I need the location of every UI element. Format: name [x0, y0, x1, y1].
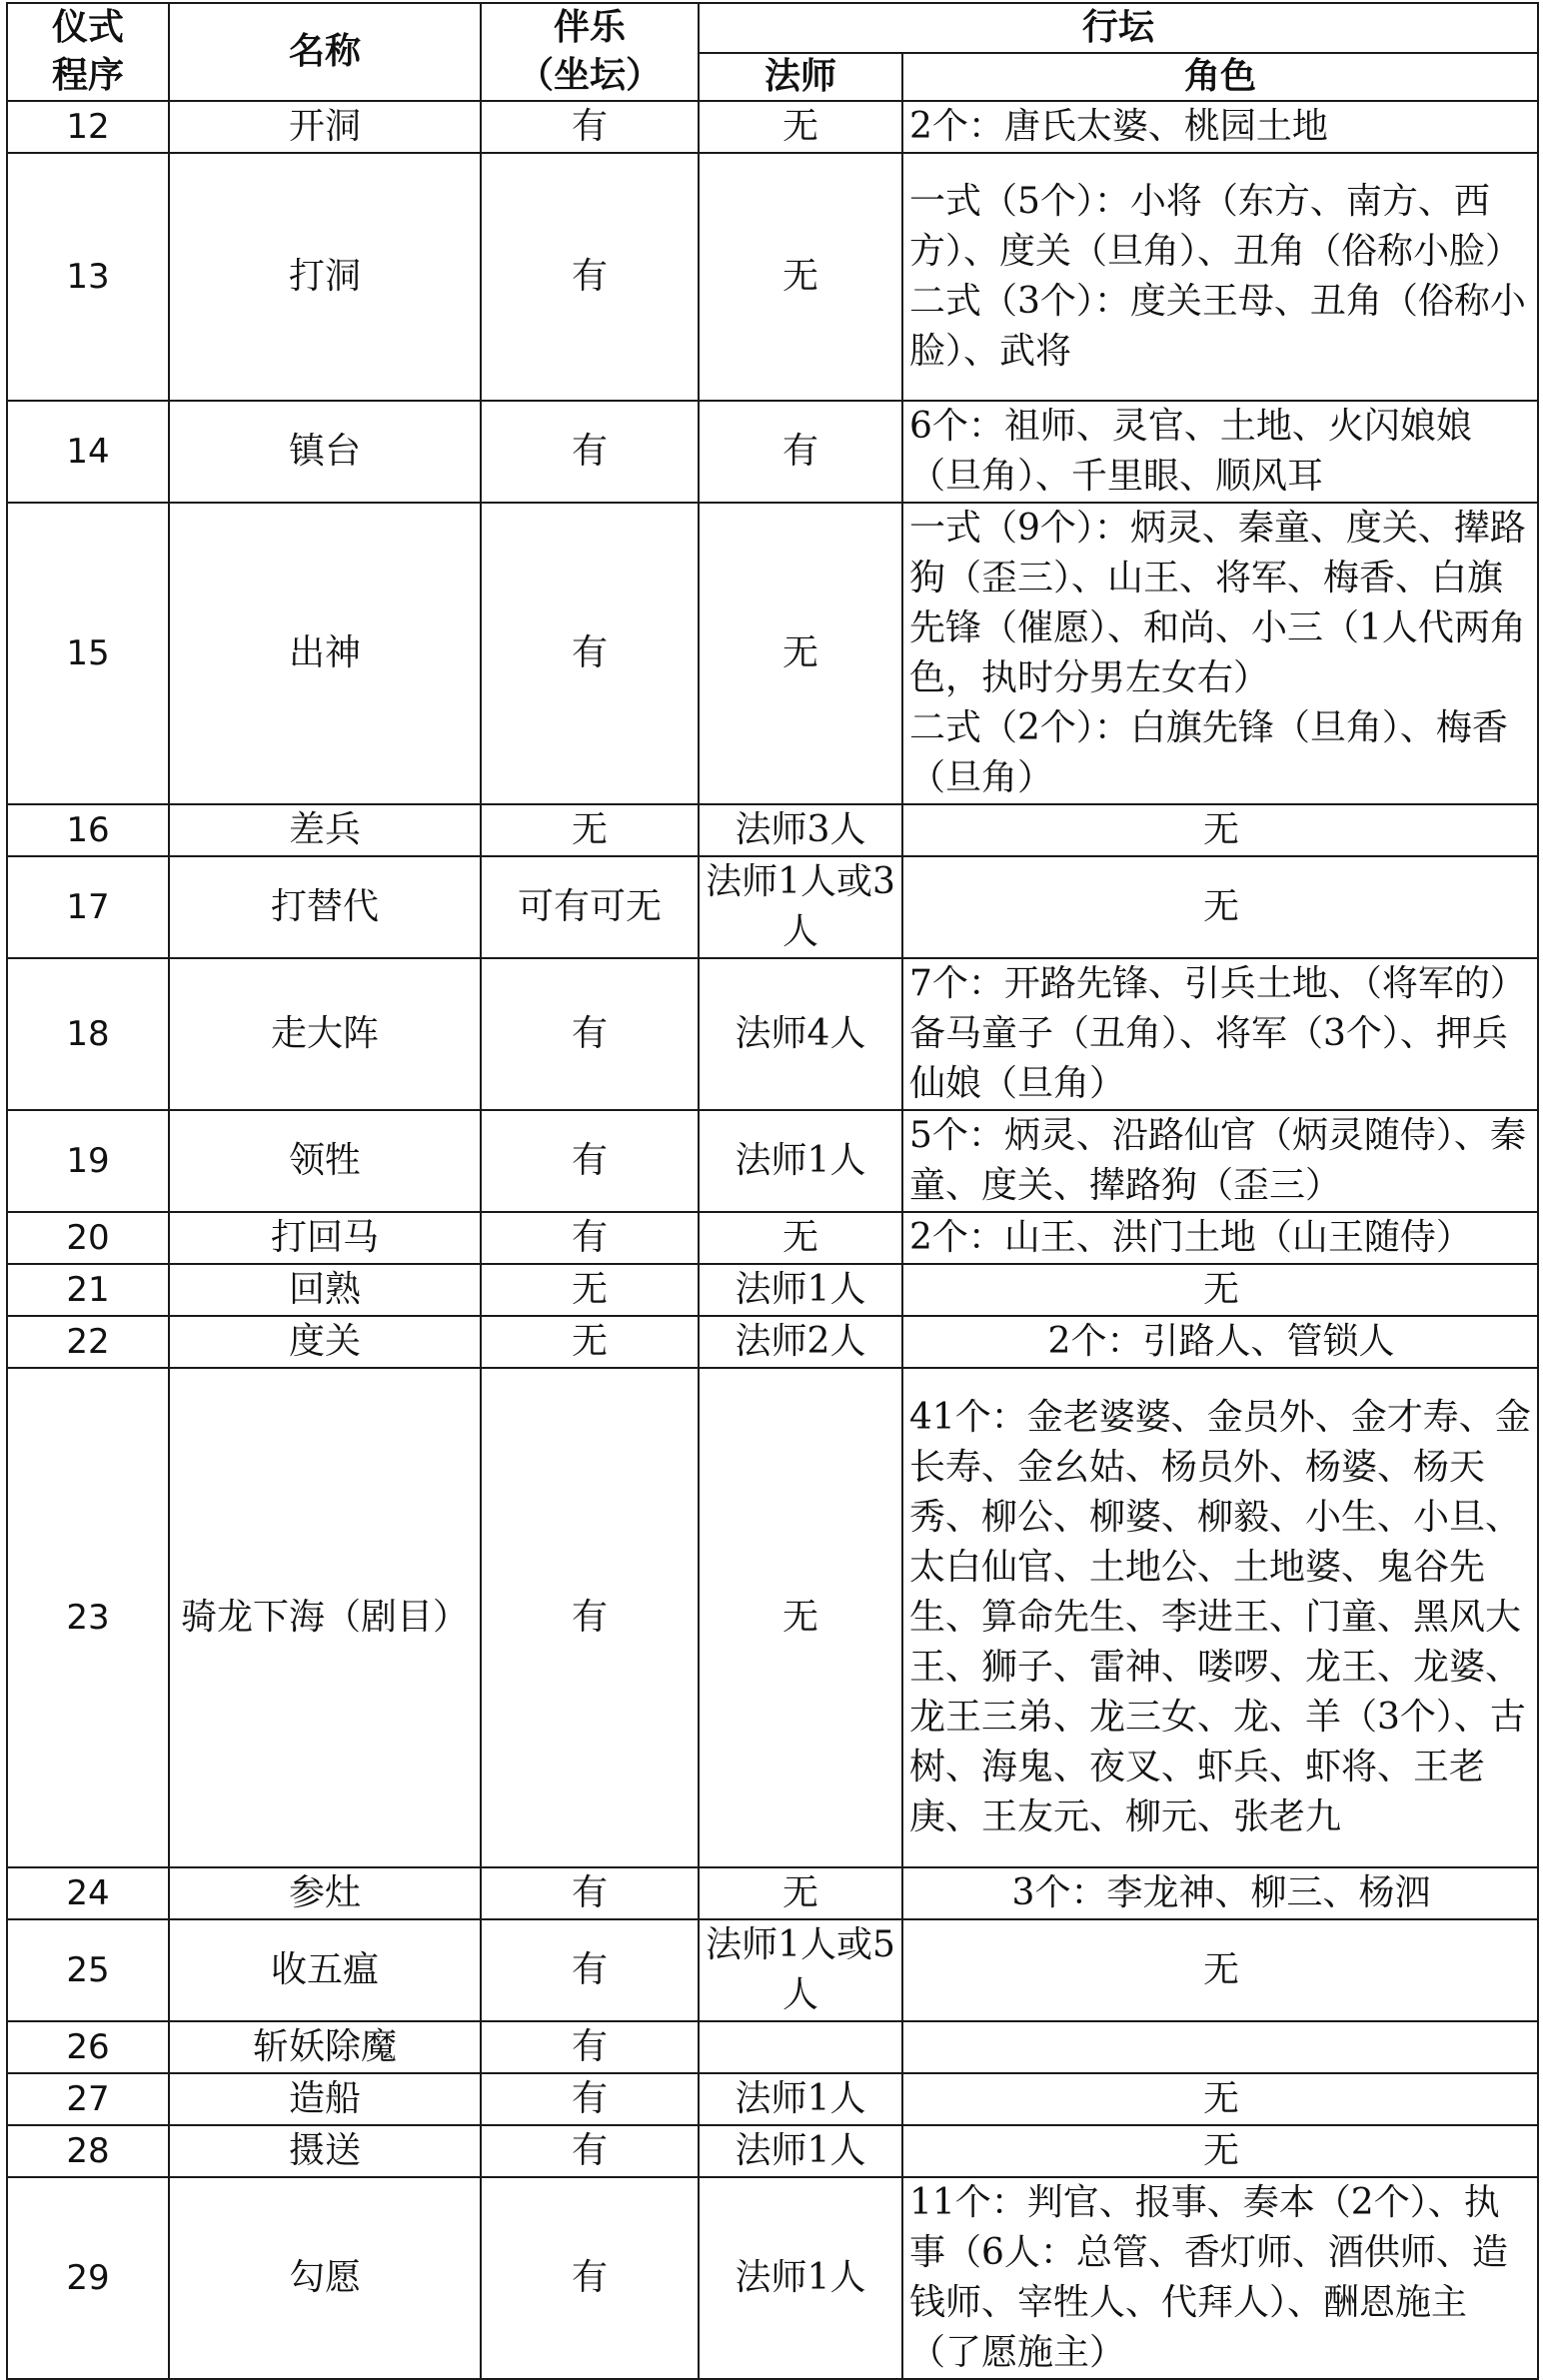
role-line: 11个：判官、报事、奏本（2个）、执事（6人：总管、香灯师、酒供师、造钱师、宰牲人、代拜人）、酬恩施主（了愿施主）	[909, 2182, 1508, 2373]
cell-order: 22	[7, 1316, 169, 1368]
table-row	[7, 1919, 1538, 2021]
cell-roles	[902, 1110, 1538, 1212]
header-master: 法师	[699, 53, 902, 101]
cell-roles	[902, 1316, 1538, 1368]
cell-name: 参灶	[169, 1867, 481, 1919]
cell-master: 法师1人	[699, 2177, 902, 2379]
cell-name: 摄送	[169, 2125, 481, 2177]
cell-music: 有	[481, 1212, 699, 1264]
table-row	[7, 1368, 1538, 1867]
cell-roles	[902, 503, 1538, 804]
cell-order: 23	[7, 1368, 169, 1867]
table-row	[7, 101, 1538, 153]
role-line: 无	[1203, 2130, 1240, 2171]
cell-roles	[902, 2021, 1538, 2073]
role-line: 无	[1203, 2078, 1240, 2119]
table-row	[7, 153, 1538, 401]
cell-roles	[902, 804, 1538, 856]
cell-name: 度关	[169, 1316, 481, 1368]
cell-master: 法师2人	[699, 1316, 902, 1368]
cell-name: 领牲	[169, 1110, 481, 1212]
cell-roles	[902, 1919, 1538, 2021]
table-row	[7, 804, 1538, 856]
table-body	[7, 101, 1538, 2379]
cell-roles	[902, 1212, 1538, 1264]
cell-roles	[902, 1867, 1538, 1919]
cell-music: 有	[481, 1919, 699, 2021]
cell-music: 无	[481, 1264, 699, 1316]
cell-roles	[902, 2125, 1538, 2177]
cell-master	[699, 2021, 902, 2073]
cell-roles	[902, 2177, 1538, 2379]
table-row	[7, 1212, 1538, 1264]
header-order: 仪式 程序	[7, 3, 169, 101]
cell-name: 斩妖除魔	[169, 2021, 481, 2073]
cell-music: 无	[481, 804, 699, 856]
cell-name: 走大阵	[169, 958, 481, 1110]
cell-order: 17	[7, 856, 169, 958]
cell-roles	[902, 2073, 1538, 2125]
cell-master: 无	[699, 101, 902, 153]
cell-name: 镇台	[169, 401, 481, 503]
header-roles: 角色	[902, 53, 1538, 101]
cell-name: 勾愿	[169, 2177, 481, 2379]
cell-order: 16	[7, 804, 169, 856]
role-line: 2个：唐氏太婆、桃园土地	[909, 106, 1328, 147]
cell-master: 无	[699, 1212, 902, 1264]
cell-name: 骑龙下海（剧目）	[169, 1368, 481, 1867]
table-row	[7, 401, 1538, 503]
cell-master: 法师3人	[699, 804, 902, 856]
cell-music: 有	[481, 2021, 699, 2073]
cell-master: 无	[699, 153, 902, 401]
cell-order: 28	[7, 2125, 169, 2177]
cell-order: 19	[7, 1110, 169, 1212]
cell-master: 法师1人	[699, 1110, 902, 1212]
cell-master: 法师1人	[699, 1264, 902, 1316]
cell-roles	[902, 153, 1538, 401]
cell-master: 无	[699, 1368, 902, 1867]
cell-order: 26	[7, 2021, 169, 2073]
cell-master: 法师1人或5人	[699, 1919, 902, 2021]
role-line: 2个：引路人、管锁人	[1047, 1321, 1395, 1362]
cell-roles	[902, 958, 1538, 1110]
table-header	[7, 3, 1538, 101]
role-line: 6个：祖师、灵官、土地、火闪娘娘（旦角）、千里眼、顺风耳	[909, 406, 1472, 497]
role-line: 无	[1203, 1949, 1240, 1990]
role-line: 二式（3个）：度关王母、丑角（俗称小脸）、武将	[909, 281, 1526, 372]
table-row	[7, 1110, 1538, 1212]
cell-name: 回熟	[169, 1264, 481, 1316]
table-row	[7, 1867, 1538, 1919]
header-xingtan: 行坛	[699, 3, 1538, 53]
table-row	[7, 958, 1538, 1110]
cell-roles	[902, 101, 1538, 153]
cell-music: 有	[481, 153, 699, 401]
cell-name: 出神	[169, 503, 481, 804]
cell-music: 有	[481, 1110, 699, 1212]
cell-order: 14	[7, 401, 169, 503]
cell-music: 有	[481, 1368, 699, 1867]
cell-name: 打回马	[169, 1212, 481, 1264]
cell-music: 有	[481, 2177, 699, 2379]
cell-music: 有	[481, 503, 699, 804]
role-line: 41个：金老婆婆、金员外、金才寿、金长寿、金幺姑、杨员外、杨婆、杨天秀、柳公、柳婆、柳毅、小生、小旦、太白仙官、土地公、土地婆、鬼谷先生、算命先生、李进王、门童、黑风大王、狮子、雷神、喽啰、龙王、龙婆、龙王三弟、龙三女、龙、羊（3个）、古树、海鬼、夜叉、虾兵、虾将、王老庚、王友元、柳元、张老九	[909, 1397, 1531, 1837]
cell-music: 无	[481, 1316, 699, 1368]
cell-music: 有	[481, 2125, 699, 2177]
ritual-table	[6, 2, 1539, 2380]
cell-roles	[902, 856, 1538, 958]
cell-name: 打替代	[169, 856, 481, 958]
cell-name: 差兵	[169, 804, 481, 856]
role-line: 二式（2个）：白旗先锋（旦角）、梅香（旦角）	[909, 707, 1508, 798]
cell-name: 开洞	[169, 101, 481, 153]
role-line: 2个：山王、洪门土地（山王随侍）	[909, 1217, 1472, 1258]
table-row	[7, 2177, 1538, 2379]
header-music: 伴乐 （坐坛）	[481, 3, 699, 101]
cell-master: 无	[699, 503, 902, 804]
cell-order: 24	[7, 1867, 169, 1919]
cell-master: 法师1人	[699, 2125, 902, 2177]
table-row	[7, 2073, 1538, 2125]
cell-order: 25	[7, 1919, 169, 2021]
cell-roles	[902, 1264, 1538, 1316]
table-row	[7, 2125, 1538, 2177]
table-row	[7, 1264, 1538, 1316]
role-line: 无	[1203, 886, 1240, 927]
cell-music: 可有可无	[481, 856, 699, 958]
role-line: 一式（9个）：炳灵、秦童、度关、撵路狗（歪三）、山王、将军、梅香、白旗先锋（催愿）、和尚、小三（1人代两角色，执时分男左女右）	[909, 508, 1526, 698]
table-row	[7, 856, 1538, 958]
table-row	[7, 503, 1538, 804]
cell-name: 打洞	[169, 153, 481, 401]
cell-order: 29	[7, 2177, 169, 2379]
table-row	[7, 2021, 1538, 2073]
role-line: 5个：炳灵、沿路仙官（炳灵随侍）、秦童、度关、撵路狗（歪三）	[909, 1115, 1526, 1206]
role-line: 一式（5个）：小将（东方、南方、西方）、度关（旦角）、丑角（俗称小脸）	[909, 181, 1522, 272]
table-row	[7, 1316, 1538, 1368]
cell-master: 有	[699, 401, 902, 503]
cell-order: 15	[7, 503, 169, 804]
cell-music: 有	[481, 958, 699, 1110]
cell-roles	[902, 401, 1538, 503]
role-line: 无	[1203, 1269, 1240, 1310]
cell-master: 无	[699, 1867, 902, 1919]
cell-master: 法师1人或3人	[699, 856, 902, 958]
cell-order: 13	[7, 153, 169, 401]
header-name: 名称	[169, 3, 481, 101]
role-line: 7个：开路先锋、引兵土地、（将军的）备马童子（丑角）、将军（3个）、押兵仙娘（旦角）	[909, 963, 1526, 1104]
cell-order: 12	[7, 101, 169, 153]
cell-music: 有	[481, 101, 699, 153]
cell-music: 有	[481, 1867, 699, 1919]
cell-name: 收五瘟	[169, 1919, 481, 2021]
cell-order: 21	[7, 1264, 169, 1316]
cell-music: 有	[481, 401, 699, 503]
cell-master: 法师4人	[699, 958, 902, 1110]
cell-name: 造船	[169, 2073, 481, 2125]
cell-order: 18	[7, 958, 169, 1110]
cell-order: 27	[7, 2073, 169, 2125]
role-line: 无	[1203, 809, 1240, 850]
cell-master: 法师1人	[699, 2073, 902, 2125]
role-line: 3个：李龙神、柳三、杨泗	[1011, 1872, 1431, 1913]
cell-music: 有	[481, 2073, 699, 2125]
cell-order: 20	[7, 1212, 169, 1264]
cell-roles	[902, 1368, 1538, 1867]
